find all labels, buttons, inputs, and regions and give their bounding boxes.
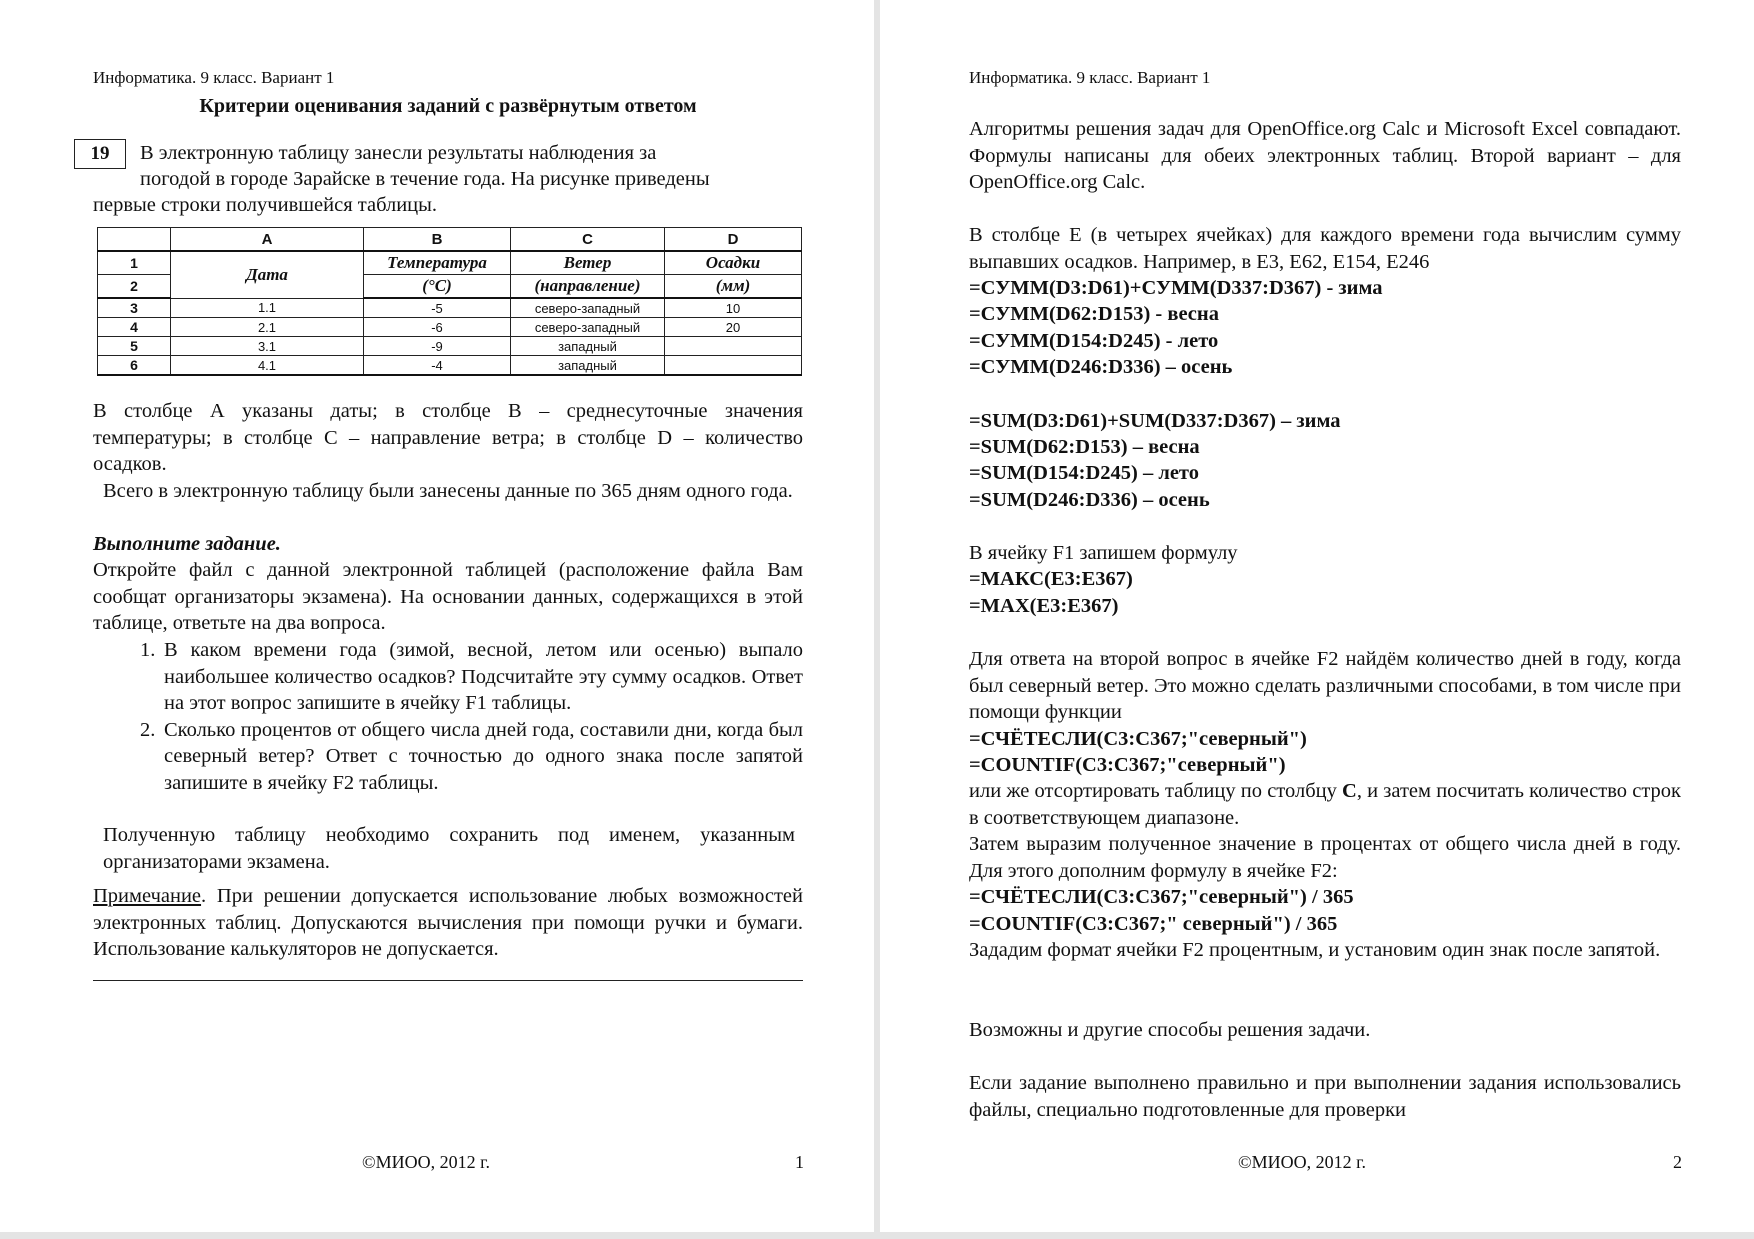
cell-precip: 10 [665,298,802,318]
question-number: 1. [140,639,156,661]
footer-copyright: ©МИОО, 2012 г. [1238,1152,1367,1172]
cell-date: 1.1 [171,298,364,318]
sort-text-start: или же отсортировать таблицу по столбцу [969,780,1343,802]
paragraph-if-correct: Если задание выполнено правильно и при выполнении задания использовались файлы, специально подготовленные для проверки [969,1072,1681,1121]
formula-sum-en-summer: =SUM(D154:D245) – лето [969,462,1199,484]
row-number: 2 [98,275,171,299]
page-title: Критерии оценивания заданий с развёрнутым ответом [199,95,697,117]
table-row [98,356,802,376]
cell-date: 3.1 [171,337,364,356]
cell-wind: западный [511,356,665,376]
question-item [140,637,803,717]
page-left [0,0,874,1232]
cell-date: 2.1 [171,318,364,337]
cell-precip: 20 [665,318,802,337]
corner-cell [98,228,171,252]
table-row [98,298,802,318]
column-header-a: A [171,228,364,252]
column-header-row [98,228,802,252]
header-precipitation-unit: (мм) [665,275,802,299]
do-task-heading: Выполните задание. [93,533,281,555]
task-intro-line-3: первые строки получившейся таблицы. [93,194,438,216]
paragraph-open-file: Откройте файл с данной электронной таблицей (расположение файла Вам сообщат организаторы экзамена). На основании данных, содержащихся в этой таблице, ответьте на два вопроса. [93,559,803,634]
formula-countif-en: =COUNTIF(C3:C367;"северный") [969,754,1286,776]
formula-countif-ru: =СЧЁТЕСЛИ(C3:C367;"северный") [969,728,1307,750]
paragraph-percent: Затем выразим полученное значение в процентах от общего числа дней в году. Для этого дополним формулу в ячейке F2: [969,833,1681,882]
divider [93,980,803,981]
formula-sum-ru-spring: =СУММ(D62:D153) - весна [969,303,1219,325]
cell-temp: -5 [364,298,511,318]
paragraph-sort [969,778,1681,831]
formula-sum-en-winter: =SUM(D3:D61)+SUM(D337:D367) – зима [969,410,1341,432]
cell-temp: -6 [364,318,511,337]
formula-sum-en-spring: =SUM(D62:D153) – весна [969,436,1200,458]
paragraph-f1: В ячейку F1 запишем формулу [969,542,1238,564]
question-text: В каком времени года (зимой, весной, летом или осенью) выпало наибольшее количество осадков? Подсчитайте эту сумму осадков. Ответ на этот вопрос запишите в ячейку F1 таблицы. [164,639,803,714]
row-number: 4 [98,318,171,337]
header-temperature-unit: (°C) [364,275,511,299]
cell-temp: -9 [364,337,511,356]
page-right [880,0,1754,1232]
cell-wind: западный [511,337,665,356]
table-row [98,251,802,275]
column-header-c: C [511,228,665,252]
cell-wind: северо-западный [511,318,665,337]
formula-sum-en-autumn: =SUM(D246:D336) – осень [969,489,1210,511]
table-row [98,337,802,356]
header-date: Дата [171,251,364,298]
paragraph-columns: В столбце А указаны даты; в столбце В – среднесуточные значения температуры; в столбце С – направление ветра; в столбце D – количество осадков. [93,400,803,475]
cell-temp: -4 [364,356,511,376]
paragraph-save: Полученную таблицу необходимо сохранить под именем, указанным организаторами экзамена. [103,824,795,873]
page-header: Информатика. 9 класс. Вариант 1 [969,68,1211,87]
formula-sum-ru-autumn: =СУММ(D246:D336) – осень [969,356,1233,378]
paragraph-format: Зададим формат ячейки F2 процентным, и установим один знак после запятой. [969,939,1661,961]
formula-sum-ru-summer: =СУММ(D154:D245) - лето [969,330,1219,352]
header-precipitation: Осадки [665,251,802,275]
footer-copyright: ©МИОО, 2012 г. [362,1152,491,1172]
cell-precip [665,337,802,356]
sort-text-end: , и затем посчитать количество строк в соответствующем диапазоне. [969,780,1681,829]
column-header-d: D [665,228,802,252]
cell-precip [665,356,802,376]
question-item [140,717,803,797]
formula-percent-en: =COUNTIF(C3:C367;" северный") / 365 [969,913,1338,935]
task-number-box: 19 [74,139,126,169]
task-intro-line-1: В электронную таблицу занесли результаты наблюдения за [140,142,657,164]
note-text: . При решении допускается использование любых возможностей электронных таблиц. Допускаются вычисления при помощи ручки и бумаги. Использование калькуляторов не допускается. [93,885,803,960]
spreadsheet-table [97,227,802,376]
paragraph-column-e: В столбце Е (в четырех ячейках) для каждого времени года вычислим сумму выпавших осадков. Например, в Е3, Е62, Е154, Е246 [969,224,1681,273]
table-row [98,318,802,337]
formula-max-en: =MAX(E3:E367) [969,595,1119,617]
row-number: 6 [98,356,171,376]
question-number: 2. [140,718,156,741]
formula-percent-ru: =СЧЁТЕСЛИ(C3:C367;"северный") / 365 [969,886,1354,908]
cell-date: 4.1 [171,356,364,376]
page-header: Информатика. 9 класс. Вариант 1 [93,68,335,87]
note-label: Примечание [93,885,202,907]
question-text: Сколько процентов от общего числа дней года, составили дни, когда был северный ветер? Ответ с точностью до одного знака после запятой запишите в ячейку F2 таблицы. [164,718,803,794]
footer-page-number: 1 [795,1152,804,1172]
paragraph-other-methods: Возможны и другие способы решения задачи. [969,1019,1371,1041]
questions-list [140,637,803,796]
header-temperature: Температура [364,251,511,275]
paragraph-days: Всего в электронную таблицу были занесены данные по 365 дням одного года. [103,480,793,502]
note-paragraph [93,883,803,963]
column-header-b: B [364,228,511,252]
paragraph-second-question: Для ответа на второй вопрос в ячейке F2 найдём количество дней в году, когда был северный ветер. Это можно сделать различными способами, в том числе при помощи функции [969,648,1681,723]
header-wind-direction: (направление) [511,275,665,299]
formula-sum-ru-winter: =СУММ(D3:D61)+СУММ(D337:D367) - зима [969,277,1383,299]
paragraph-algorithms: Алгоритмы решения задач для OpenOffice.org Calc и Microsoft Excel совпадают. Формулы написаны для обеих электронных таблиц. Второй вариант – для OpenOffice.org Calc. [969,118,1681,193]
footer-page-number: 2 [1673,1152,1682,1172]
task-intro-line-2: погодой в городе Зарайске в течение года. На рисунке приведены [140,168,710,190]
header-wind: Ветер [511,251,665,275]
cell-wind: северо-западный [511,298,665,318]
row-number: 3 [98,298,171,318]
row-number: 1 [98,251,171,275]
formula-max-ru: =МАКС(E3:E367) [969,568,1133,590]
row-number: 5 [98,337,171,356]
sort-column-letter: С [1342,780,1357,802]
